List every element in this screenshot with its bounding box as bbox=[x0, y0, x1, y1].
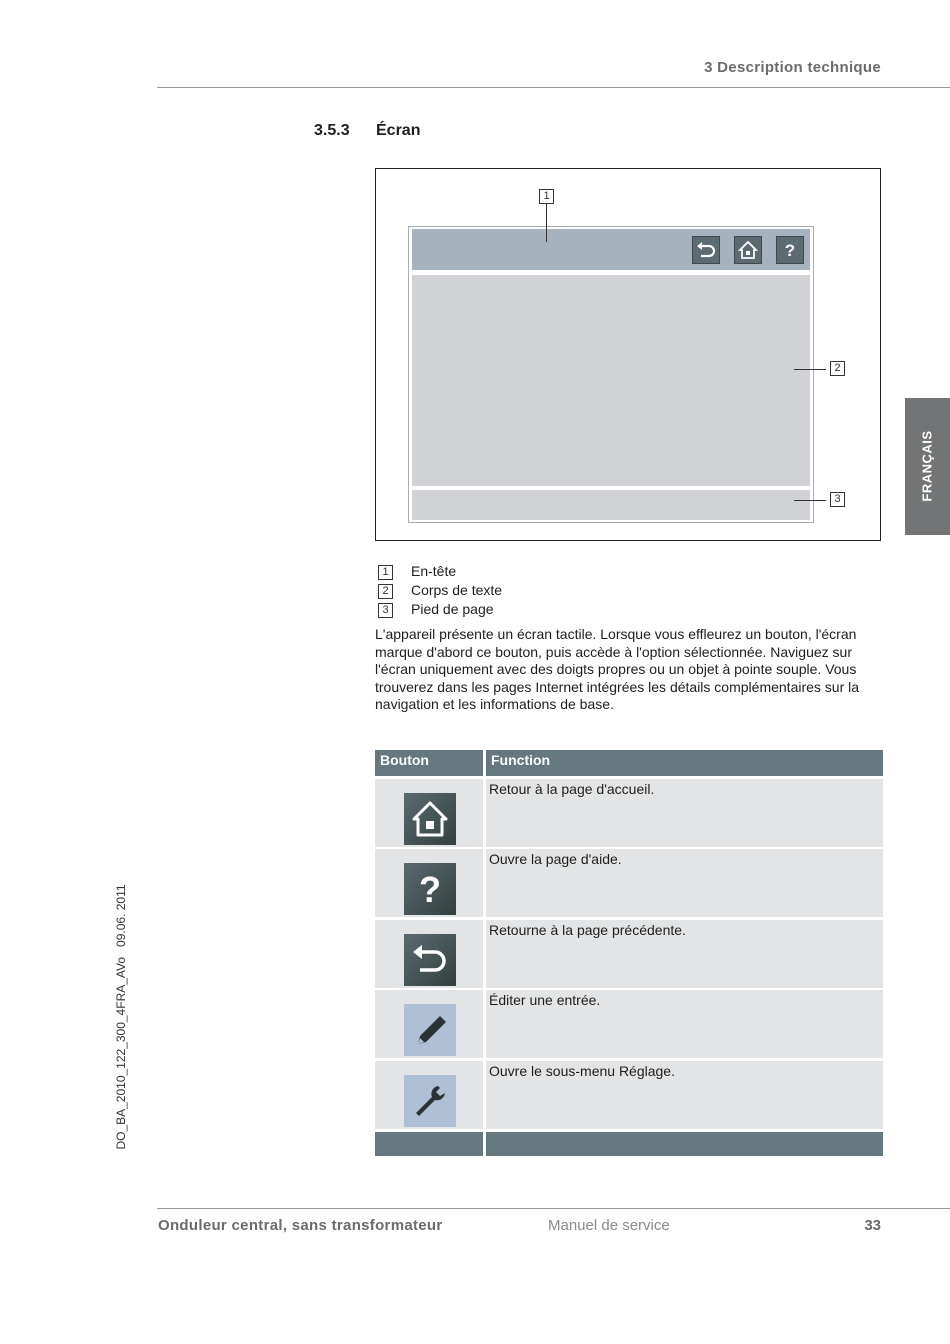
footer-divider bbox=[157, 1208, 950, 1209]
legend-label: Corps de texte bbox=[411, 582, 503, 598]
wrench-icon bbox=[404, 1075, 456, 1127]
table-cell-icon bbox=[375, 779, 483, 847]
callout-marker-1: 1 bbox=[539, 189, 554, 204]
language-tab-label: FRANÇAIS bbox=[919, 430, 935, 502]
page-number: 33 bbox=[864, 1217, 881, 1234]
table-cell-function: Retourne à la page précédente. bbox=[486, 920, 883, 988]
table-header-function: Function bbox=[486, 750, 883, 776]
callout-marker-3: 3 bbox=[830, 492, 845, 507]
back-icon bbox=[404, 934, 456, 986]
help-icon bbox=[404, 863, 456, 915]
table-cell-icon bbox=[375, 920, 483, 988]
callout-leader-3 bbox=[794, 500, 826, 501]
screen-body-area bbox=[412, 275, 810, 486]
table-cell-function: Ouvre le sous-menu Réglage. bbox=[486, 1061, 883, 1129]
section-number: 3.5.3 bbox=[314, 122, 350, 139]
header-divider bbox=[157, 87, 950, 88]
table-header-row bbox=[375, 750, 883, 776]
chapter-title: 3 Description technique bbox=[704, 59, 881, 76]
callout-leader-2 bbox=[794, 369, 826, 370]
table-cell-icon bbox=[375, 1061, 483, 1129]
section-title: Écran bbox=[376, 122, 421, 139]
table-row bbox=[375, 849, 883, 917]
screen-footer-area bbox=[412, 490, 810, 520]
table-footer-cell bbox=[486, 1132, 883, 1156]
screen-help-icon bbox=[776, 236, 804, 264]
table-cell-function: Retour à la page d'accueil. bbox=[486, 779, 883, 847]
document-reference: DO_BA_2010_122_300_4FRA_AVo 09.06. 2011 bbox=[114, 884, 128, 1150]
table-footer-cell bbox=[375, 1132, 483, 1156]
table-cell-icon bbox=[375, 990, 483, 1058]
table-cell-icon bbox=[375, 849, 483, 917]
legend-label: Pied de page bbox=[411, 601, 494, 617]
pencil-icon bbox=[404, 1004, 456, 1056]
language-tab bbox=[905, 398, 950, 535]
table-cell-function: Éditer une entrée. bbox=[486, 990, 883, 1058]
table-row bbox=[375, 779, 883, 847]
legend-number: 3 bbox=[378, 603, 393, 618]
screen-home-icon bbox=[734, 236, 762, 264]
table-row bbox=[375, 1061, 883, 1129]
svg-text:?: ? bbox=[784, 241, 796, 260]
callout-marker-2: 2 bbox=[830, 361, 845, 376]
table-row bbox=[375, 990, 883, 1058]
callout-leader-1 bbox=[546, 204, 547, 242]
table-footer-row bbox=[375, 1132, 883, 1156]
table-header-button: Bouton bbox=[375, 750, 483, 776]
legend-label: En-tête bbox=[411, 563, 457, 579]
footer-manual-type: Manuel de service bbox=[548, 1217, 670, 1234]
legend-number: 2 bbox=[378, 584, 393, 599]
screen-back-icon bbox=[692, 236, 720, 264]
table-row bbox=[375, 920, 883, 988]
home-icon bbox=[404, 793, 456, 845]
svg-text:?: ? bbox=[419, 869, 441, 909]
footer-product-name: Onduleur central, sans transformateur bbox=[158, 1217, 443, 1234]
table-cell-function: Ouvre la page d'aide. bbox=[486, 849, 883, 917]
description-paragraph: L'appareil présente un écran tactile. Lorsque vous effleurez un bouton, l'écran marque d'abord ce bouton, puis accède à l'option sélectionnée. Naviguez sur l'écran uniquement avec des doigts propres ou un objet à pointe souple. Vous trouverez dans les pages Internet intégrées les détails complémentaires sur la navigation et les informations de base. bbox=[375, 626, 860, 713]
legend-number: 1 bbox=[378, 565, 393, 580]
